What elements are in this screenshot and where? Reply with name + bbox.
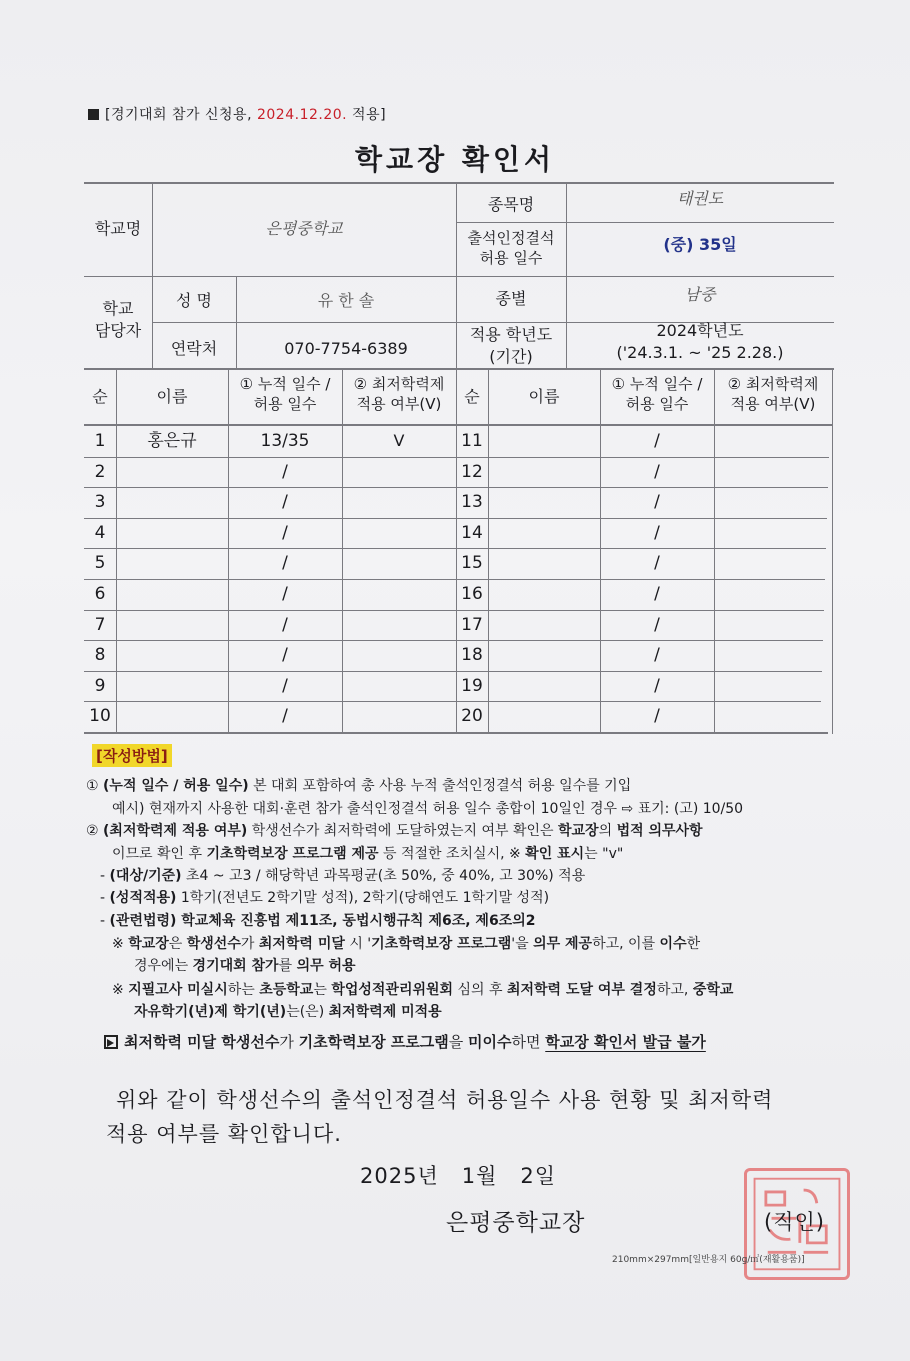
row-divider xyxy=(84,548,826,549)
row-days: / xyxy=(654,522,660,543)
row-no: 10 xyxy=(89,706,111,727)
instruction-line: ② (최저학력제 적용 여부) 학생선수가 최저학력에 도달하였는지 여부 확인은 학교장의 법적 의무사항 xyxy=(86,823,703,839)
row-days: / xyxy=(654,706,660,727)
confirm-line-2: 적용 여부를 확인합니다. xyxy=(106,1122,342,1146)
header-date: 2024.12.20. xyxy=(256,107,348,123)
allowed-days-value: (중) 35일 xyxy=(663,235,737,254)
instruction-line: 경우에는 경기대회 참가를 의무 허용 xyxy=(134,958,356,974)
row-check: V xyxy=(393,431,405,450)
arrow-box-icon xyxy=(104,1035,118,1049)
row-days: 13/35 xyxy=(260,431,310,451)
instruction-line: 예시) 현재까지 사용한 대회·훈련 참가 출석인정결석 허용 일수 총합이 10일인 경우 ⇨ 표기: (고) 10/50 xyxy=(112,801,744,817)
row-divider xyxy=(84,640,823,641)
gender-label: 종별 xyxy=(495,289,527,308)
col-header-min-2: ② 최저학력제 적용 여부(V) xyxy=(727,375,819,414)
row-divider xyxy=(84,457,829,458)
confirm-date: 2025년 1월 2일 xyxy=(360,1164,557,1188)
row-days: / xyxy=(282,492,288,513)
row-days: / xyxy=(282,645,288,666)
principal-name: 은평중학교장 xyxy=(446,1210,586,1236)
row-no: 15 xyxy=(461,553,483,574)
row-days: / xyxy=(654,492,660,513)
row-days: / xyxy=(282,584,288,604)
row-no: 12 xyxy=(461,461,483,482)
row-no: 18 xyxy=(461,645,483,666)
row-days: / xyxy=(654,614,660,635)
col-header-name-2: 이름 xyxy=(528,387,560,406)
col-header-min: ② 최저학력제 적용 여부(V) xyxy=(353,375,445,414)
row-no: 7 xyxy=(94,614,106,635)
row-divider xyxy=(84,701,821,702)
confirm-line-1: 위와 같이 학생선수의 출석인정결석 허용일수 사용 현황 및 최저학력 xyxy=(116,1088,774,1112)
row-days: / xyxy=(654,675,660,696)
row-divider xyxy=(84,487,828,488)
year-value: 2024학년도 ('24.3.1. ~ '25 2.28.) xyxy=(616,321,784,362)
row-days: / xyxy=(282,614,288,635)
instruction-line: ① (누적 일수 / 허용 일수) 본 대회 포함하여 총 사용 누적 출석인정결석 허용 일수를 기입 xyxy=(86,778,632,794)
name-label: 성 명 xyxy=(176,291,212,310)
year-label: 적용 학년도 (기간) xyxy=(469,325,553,366)
col-header-days-2: ① 누적 일수 / 허용 일수 xyxy=(611,375,703,414)
row-no: 14 xyxy=(461,522,483,543)
row-no: 11 xyxy=(461,431,483,451)
instruction-warning: 최저학력 미달 학생선수가 기초학력보장 프로그램을 미이수하면 학교장 확인서 발급 불가 xyxy=(104,1032,706,1054)
paper-spec: 210mm×297mm[일반용지 60g/㎡(재활용품)] xyxy=(612,1255,805,1265)
row-no: 13 xyxy=(461,492,483,513)
school-value: 은평중학교 xyxy=(265,219,343,238)
square-bullet-icon xyxy=(88,109,99,120)
row-days: / xyxy=(654,645,660,666)
row-days: / xyxy=(654,431,660,451)
instruction-line: 이므로 확인 후 기초학력보장 프로그램 제공 등 적절한 조치실시, ※ 확인 표시는 "v" xyxy=(112,846,624,862)
row-no: 1 xyxy=(94,431,106,451)
instruction-line: - (대상/기준) 초4 ~ 고3 / 해당학년 과목평균(초 50%, 중 40%, 고 30%) 적용 xyxy=(100,868,586,884)
form-header: [경기대회 참가 신청용, 2024.12.20. 적용] xyxy=(88,104,386,124)
gender-value: 남중 xyxy=(684,285,716,304)
contact-value: 070-7754-6389 xyxy=(284,339,408,358)
row-divider xyxy=(84,579,825,580)
row-days: / xyxy=(282,706,288,727)
row-days: / xyxy=(654,584,660,604)
row-days: / xyxy=(282,461,288,482)
row-name: 홍은규 xyxy=(147,431,197,451)
row-no: 16 xyxy=(461,584,483,604)
col-header-no: 순 xyxy=(92,387,108,406)
event-label: 종목명 xyxy=(487,195,535,214)
instruction-line: - (성적적용) 1학기(전년도 2학기말 성적), 2학기(당해연도 1학기말 성적) xyxy=(100,890,550,906)
col-header-no-2: 순 xyxy=(464,387,480,406)
instruction-line: 자유학기(년)제 학기(년)는(은) 최저학력제 미적용 xyxy=(134,1004,442,1020)
row-no: 6 xyxy=(94,584,106,604)
seal-label: (직인) xyxy=(764,1210,825,1234)
name-value: 유 한 솔 xyxy=(317,291,375,310)
contact-label: 연락처 xyxy=(170,339,218,358)
row-days: / xyxy=(282,553,288,574)
event-value: 태권도 xyxy=(676,189,724,208)
manager-label: 학교 담당자 xyxy=(94,299,142,340)
instruction-line: ※ 학교장은 학생선수가 최저학력 미달 시 '기초학력보장 프로그램'을 의무 제공하고, 이를 이수한 xyxy=(112,936,701,952)
row-days: / xyxy=(654,461,660,482)
row-no: 4 xyxy=(94,522,106,543)
row-no: 20 xyxy=(461,706,483,727)
col-header-days: ① 누적 일수 / 허용 일수 xyxy=(239,375,331,414)
page-title: 학교장 확인서 xyxy=(354,143,556,176)
row-no: 17 xyxy=(461,614,483,635)
row-no: 2 xyxy=(94,461,106,482)
school-label: 학교명 xyxy=(94,219,142,238)
row-days: / xyxy=(654,553,660,574)
row-no: 8 xyxy=(94,645,106,666)
row-days: / xyxy=(282,675,288,696)
row-no: 9 xyxy=(94,675,106,696)
row-divider xyxy=(84,610,824,611)
instructions-title: [작성방법] xyxy=(92,744,172,767)
row-days: / xyxy=(282,522,288,543)
row-divider xyxy=(84,671,822,672)
col-header-name: 이름 xyxy=(156,387,188,406)
row-no: 3 xyxy=(94,492,106,513)
instruction-line: - (관련법령) 학교체육 진흥법 제11조, 동법시행규칙 제6조, 제6조의2 xyxy=(100,913,536,929)
row-no: 19 xyxy=(461,675,483,696)
row-no: 5 xyxy=(94,553,106,574)
row-divider xyxy=(84,518,827,519)
allowed-days-label: 출석인정결석 허용 일수 xyxy=(467,229,555,268)
instruction-line: ※ 지필고사 미실시하는 초등학교는 학업성적관리위원회 심의 후 최저학력 도달 여부 결정하고, 중학교 xyxy=(112,982,734,998)
